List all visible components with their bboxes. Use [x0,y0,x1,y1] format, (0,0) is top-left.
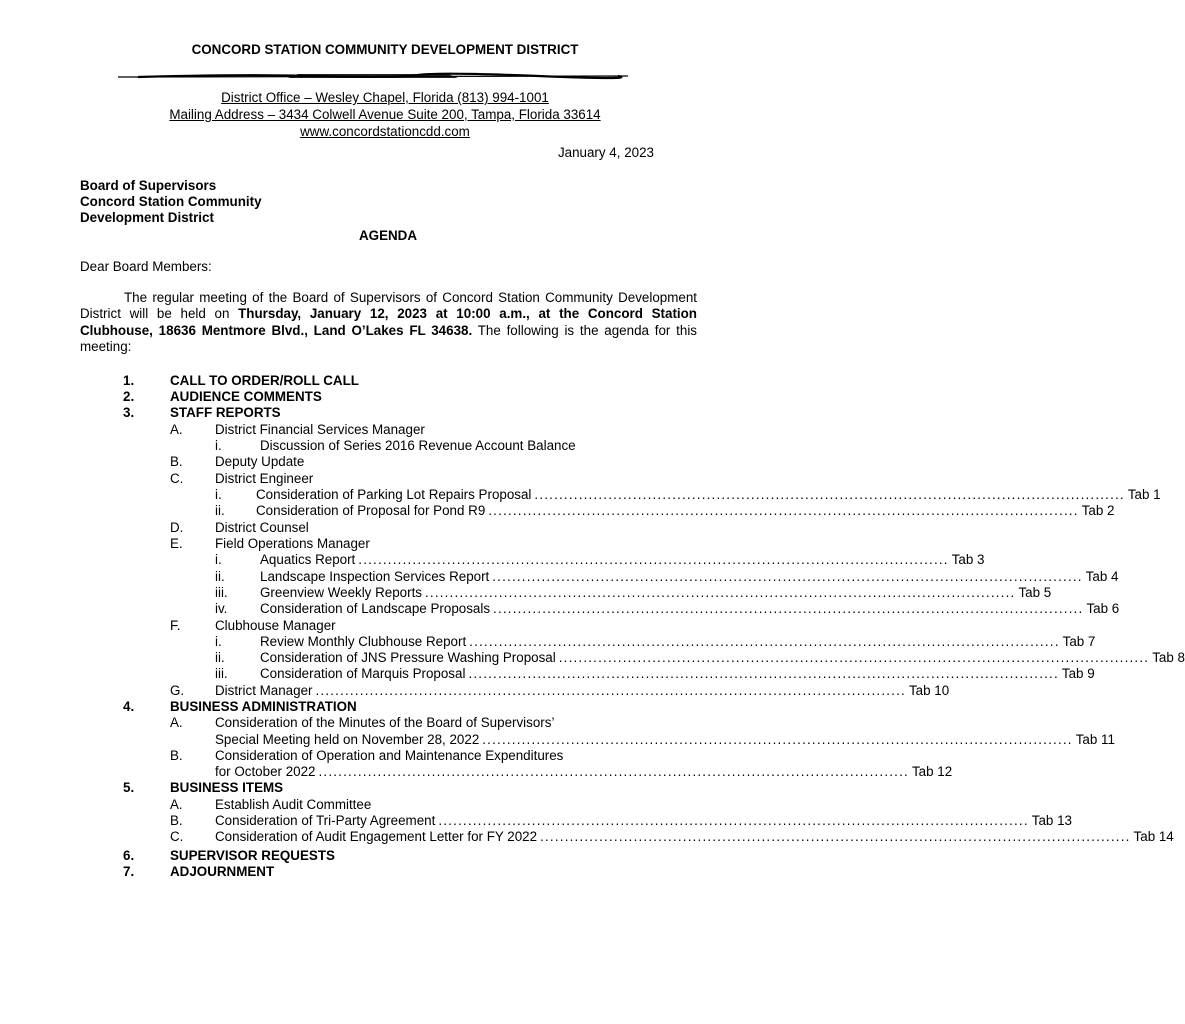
roman-numeral: i. [215,634,222,649]
district-title: CONCORD STATION COMMUNITY DEVELOPMENT DISTRICT [191,42,579,57]
addressee-line-1: Board of Supervisors [80,178,217,193]
letter-date: January 4, 2023 [557,145,654,160]
item-title: STAFF REPORTS [170,405,281,420]
agenda-item-3c-ii: ii. Consideration of Proposal for Pond R9 ........................................................................................................................ Tab 2 [215,503,1115,518]
agenda-item-3a-i [0,438,770,454]
agenda-item-3c-i: i. Consideration of Parking Lot Repairs Proposal ........................................................................................................................ Tab 1 [215,487,1161,502]
sub-title: District Manager [215,683,313,698]
sub-letter: B. [170,748,183,763]
website-link[interactable]: www.concordstationcdd.com [300,124,470,139]
agenda-item-4b [0,748,770,764]
tab-reference: Tab 1 [1127,487,1161,502]
agenda-item-5b: B. Consideration of Tri-Party Agreement ........................................................................................................................ Tab 13 [170,813,1072,828]
agenda-item-4a-cont: Special Meeting held on November 28, 2022 ........................................................................................................................ Tab 11 [215,732,1115,747]
tab-reference: Tab 3 [951,552,985,567]
salutation: Dear Board Members: [80,259,212,274]
intro-text-end: The following is the agenda for this meeting: [80,322,697,354]
sub-letter: B. [170,454,183,469]
sub-title: Establish Audit Committee [215,797,372,812]
roman-numeral: ii. [215,569,225,584]
tab-reference: Tab 6 [1086,601,1120,616]
sub-letter: C. [170,829,184,844]
agenda-item-5a [0,797,770,813]
tab-reference: Tab 8 [1152,650,1185,665]
agenda-item-3c [0,471,770,487]
tab-reference: Tab 4 [1085,569,1119,584]
roman-numeral: i. [215,487,222,502]
agenda-item-4a [0,715,770,731]
item-title: CALL TO ORDER/ROLL CALL [170,373,359,388]
sub-letter: F. [170,618,181,633]
roman-numeral: iii. [215,585,228,600]
item-number: 5. [123,780,135,795]
sub-sub-title: Review Monthly Clubhouse Report [260,634,467,649]
addressee-line-3: Development District [80,210,214,225]
sub-title: Consideration of the Minutes of the Board of Supervisors’ [215,715,555,730]
sub-letter: E. [170,536,183,551]
item-title: SUPERVISOR REQUESTS [170,848,335,863]
agenda-item-4b-cont: for October 2022 ........................................................................................................................ Tab 12 [215,764,953,779]
sub-letter: B. [170,813,183,828]
sub-sub-title: Consideration of JNS Pressure Washing Proposal [260,650,556,665]
item-number: 4. [123,699,135,714]
sub-sub-title: Greenview Weekly Reports [260,585,422,600]
roman-numeral: iv. [215,601,228,616]
sub-title: District Financial Services Manager [215,422,425,437]
sub-letter: D. [170,520,184,535]
agenda-item-3e-i: i. Aquatics Report ........................................................................................................................ Tab 3 [215,552,985,567]
tab-reference: Tab 7 [1062,634,1096,649]
agenda-item-5c: C. Consideration of Audit Engagement Letter for FY 2022 ........................................................................................................................ Tab 14 [170,829,1174,844]
sub-title: Consideration of Tri-Party Agreement [215,813,436,828]
tab-reference: Tab 12 [911,764,953,779]
mailing-address-line: Mailing Address – 3434 Colwell Avenue Suite 200, Tampa, Florida 33614 [169,107,601,122]
sub-sub-title: Consideration of Parking Lot Repairs Proposal [256,487,532,502]
agenda-item-3e-ii: ii. Landscape Inspection Services Report ........................................................................................................................ Tab 4 [215,569,1119,584]
sub-title-cont: Special Meeting held on November 28, 2022 [215,732,480,747]
agenda-item-3f-i: i. Review Monthly Clubhouse Report ........................................................................................................................ Tab 7 [215,634,1096,649]
roman-numeral: i. [215,438,222,453]
agenda-item-6 [0,848,770,864]
sub-sub-title: Consideration of Proposal for Pond R9 [256,503,486,518]
tab-reference: Tab 2 [1081,503,1115,518]
sub-title: Consideration of Operation and Maintenance Expenditures [215,748,564,763]
sub-letter: A. [170,422,183,437]
agenda-heading: AGENDA [358,228,418,243]
item-title: AUDIENCE COMMENTS [170,389,322,404]
item-number: 3. [123,405,135,420]
intro-paragraph [80,290,697,355]
tab-reference: Tab 11 [1075,732,1115,747]
item-number: 7. [123,864,135,879]
sub-title: Field Operations Manager [215,536,370,551]
agenda-item-3f-iii: iii. Consideration of Marquis Proposal ........................................................................................................................ Tab 9 [215,666,1095,681]
agenda-item-3 [0,405,770,421]
sub-title: Deputy Update [215,454,305,469]
sub-letter: C. [170,471,184,486]
sub-sub-title: Aquatics Report [260,552,356,567]
roman-numeral: i. [215,552,222,567]
sub-sub-title: Landscape Inspection Services Report [260,569,490,584]
sub-sub-title: Consideration of Marquis Proposal [260,666,466,681]
agenda-item-5 [0,780,770,796]
agenda-item-3b [0,454,770,470]
agenda-item-3f-ii: ii. Consideration of JNS Pressure Washing Proposal ........................................................................................................................ Tab 8 [215,650,1185,665]
item-title: ADJOURNMENT [170,864,275,879]
agenda-item-3f [0,618,770,634]
agenda-item-4 [0,699,770,715]
decorative-rule [118,72,628,80]
sub-sub-title: Discussion of Series 2016 Revenue Account Balance [260,438,576,453]
district-office-line: District Office – Wesley Chapel, Florida (813) 994-1001 [221,90,549,105]
intro-text: The regular meeting of the Board of Supervisors of Concord Station Community Development District will be held on [80,290,697,322]
roman-numeral: ii. [215,503,225,518]
tab-reference: Tab 14 [1133,829,1174,844]
item-number: 2. [123,389,135,404]
meeting-details: Thursday, January 12, 2023 at 10:00 a.m., at the Concord Station Clubhouse, 18636 Mentmore Blvd., Land O’Lakes FL 34638. [80,306,697,338]
agenda-item-3e-iii: iii. Greenview Weekly Reports ........................................................................................................................ Tab 5 [215,585,1052,600]
agenda-item-3e [0,536,770,552]
agenda-item-7 [0,864,770,880]
item-number: 6. [123,848,135,863]
agenda-item-1 [0,373,770,389]
roman-numeral: iii. [215,666,228,681]
sub-title: Clubhouse Manager [215,618,336,633]
sub-sub-title: Consideration of Landscape Proposals [260,601,491,616]
item-title: BUSINESS ADMINISTRATION [170,699,357,714]
tab-reference: Tab 10 [908,683,950,698]
agenda-item-3e-iv: iv. Consideration of Landscape Proposals ........................................................................................................................ Tab 6 [215,601,1120,616]
sub-title-cont: for October 2022 [215,764,316,779]
item-title: BUSINESS ITEMS [170,780,284,795]
tab-reference: Tab 5 [1018,585,1052,600]
addressee-line-2: Concord Station Community [80,194,262,209]
agenda-item-2 [0,389,770,405]
item-number: 1. [123,373,135,388]
roman-numeral: ii. [215,650,225,665]
tab-reference: Tab 9 [1061,666,1095,681]
sub-letter: A. [170,715,183,730]
tab-reference: Tab 13 [1031,813,1072,828]
sub-title: District Engineer [215,471,314,486]
sub-letter: A. [170,797,183,812]
sub-letter: G. [170,683,185,698]
agenda-item-3g: G. District Manager ........................................................................................................................ Tab 10 [170,683,950,698]
sub-title: District Counsel [215,520,309,535]
agenda-item-3d [0,520,770,536]
agenda-item-3a [0,422,770,438]
sub-title: Consideration of Audit Engagement Letter for FY 2022 [215,829,538,844]
